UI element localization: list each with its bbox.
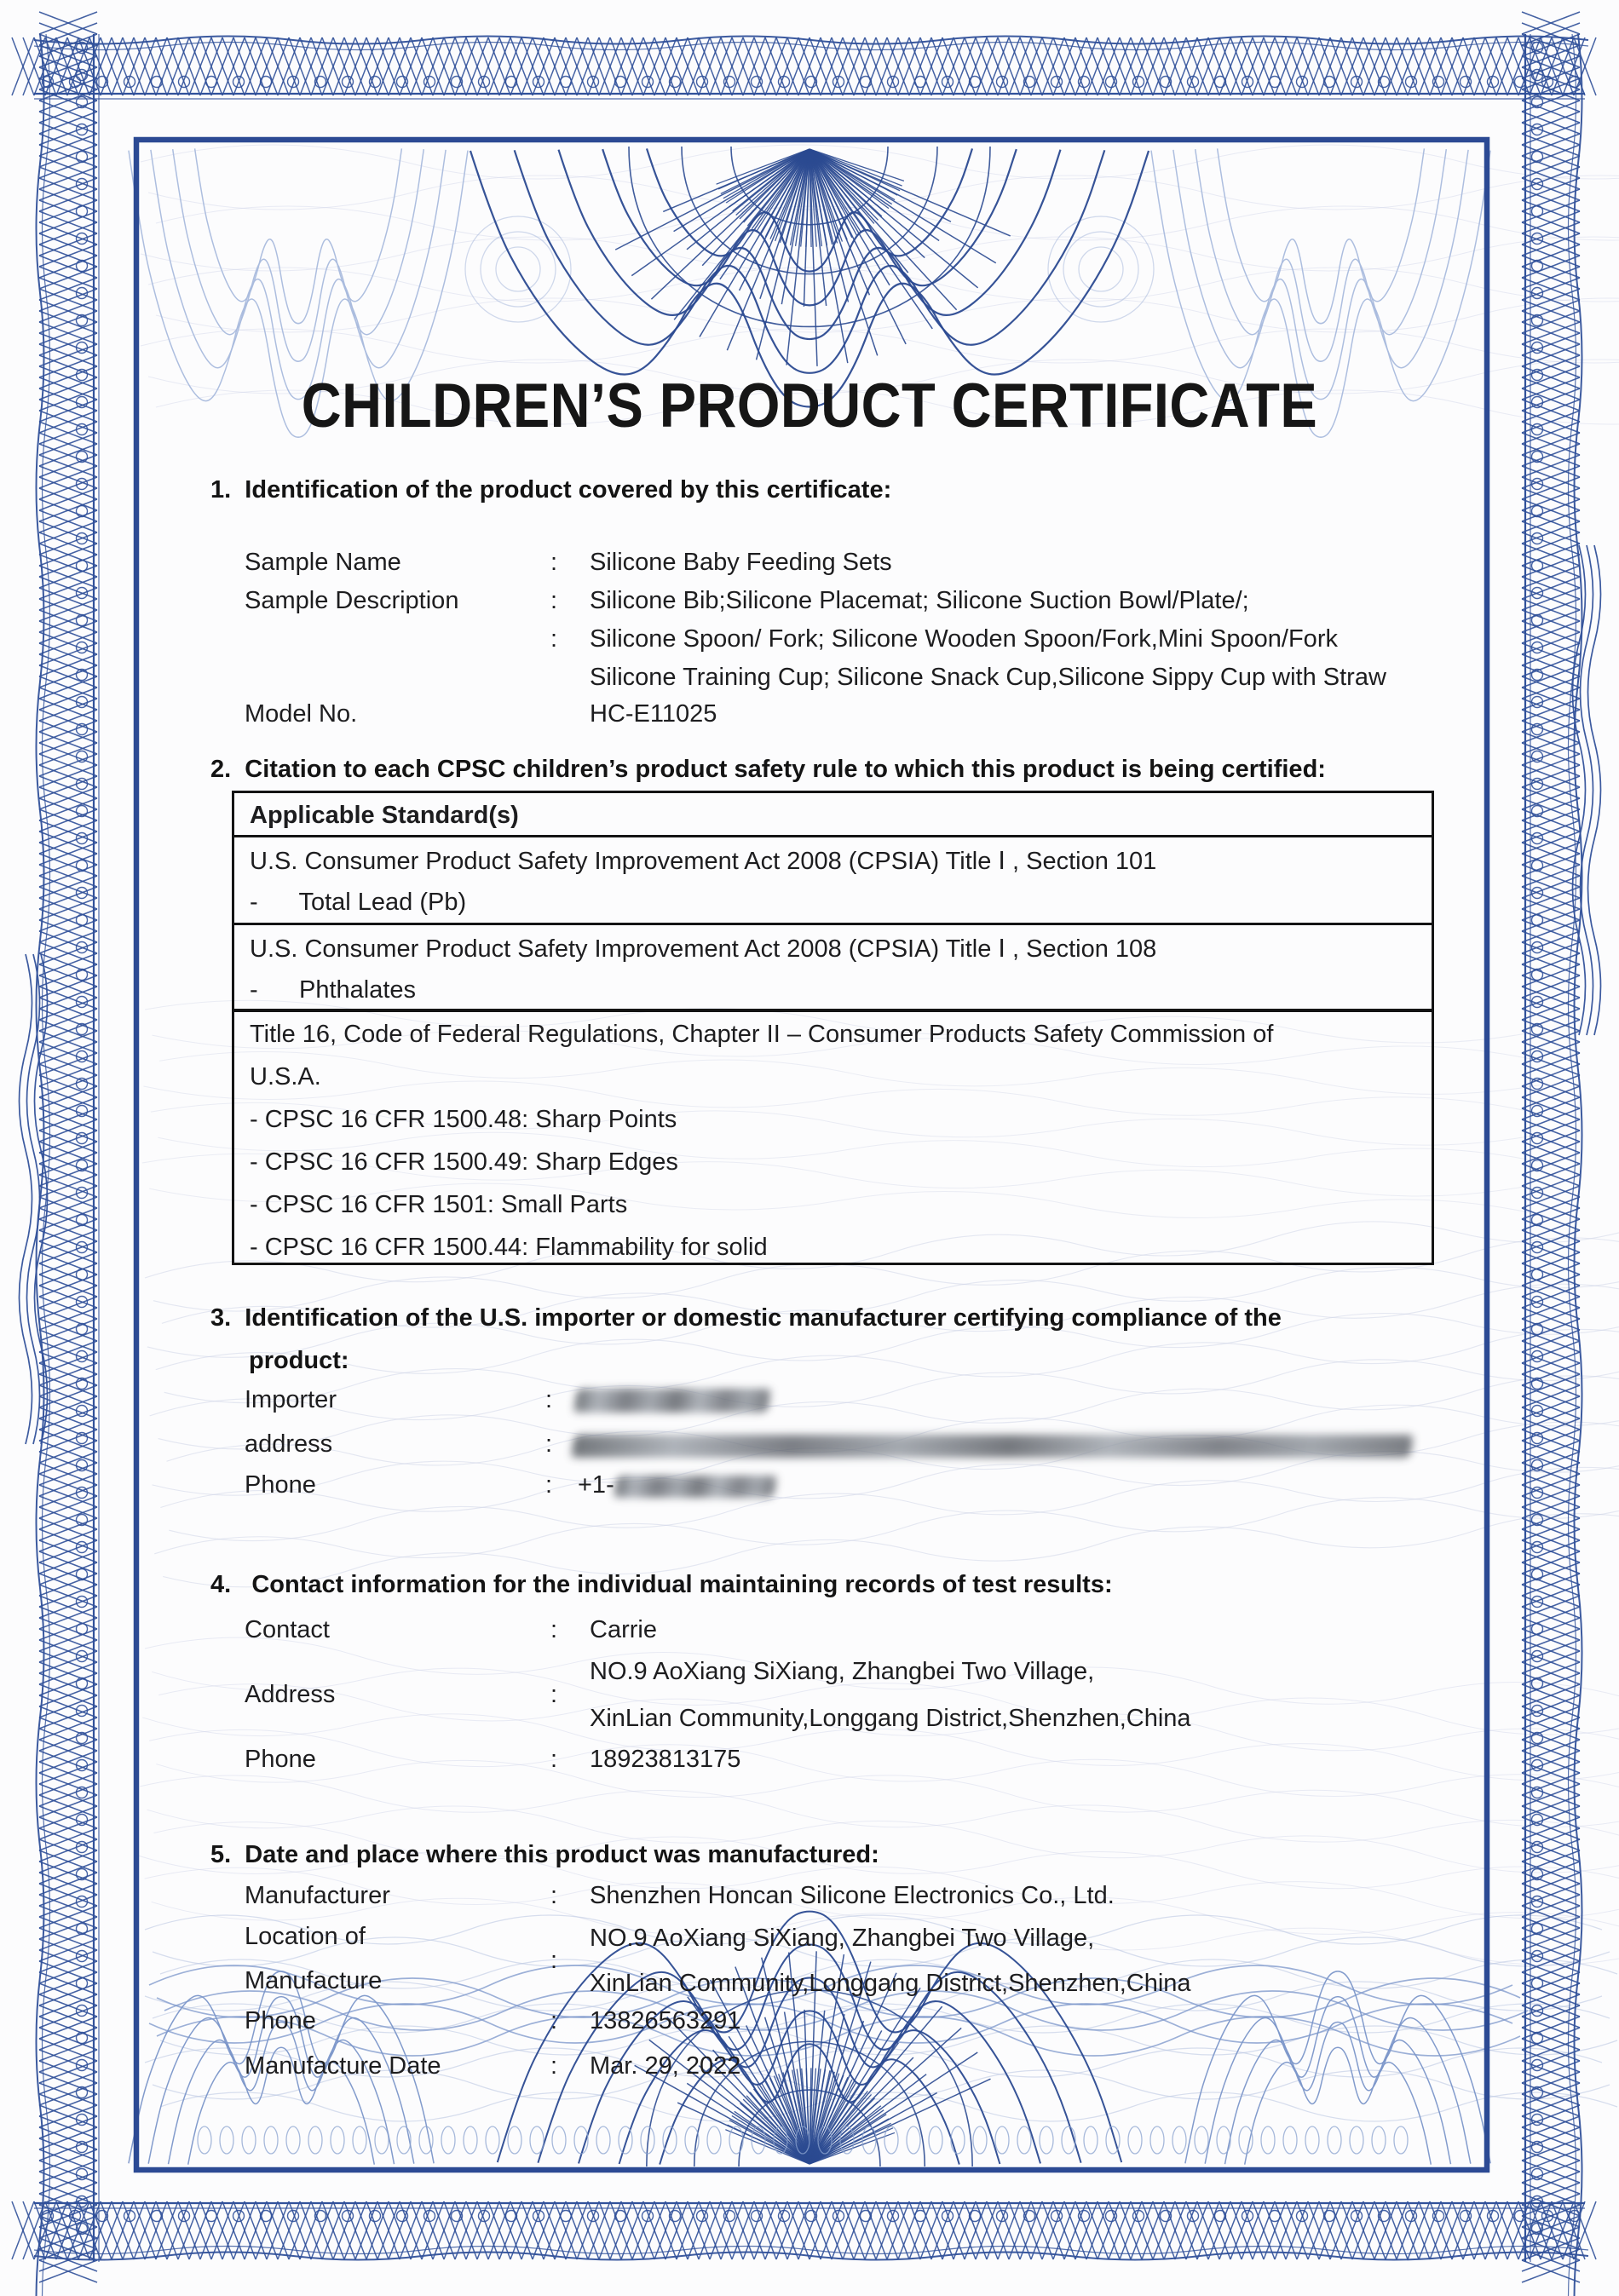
colon: :	[550, 2007, 558, 2034]
redacted-importer-value	[573, 1389, 771, 1413]
field-label-sample-name: Sample Name	[245, 549, 401, 576]
colon: :	[550, 587, 558, 614]
field-value-model-no: HC-E11025	[590, 700, 717, 728]
table-cell-sharp-edges: - CPSC 16 CFR 1500.49: Sharp Edges	[250, 1148, 678, 1176]
colon: :	[550, 1882, 558, 1909]
section-5-heading: 5. Date and place where this product was manufactured:	[210, 1841, 879, 1868]
field-value-location-2: XinLian Community,Longgang District,Shenzhen,China	[590, 1970, 1191, 1997]
section-4-heading: 4. Contact information for the individual maintaining records of test results:	[210, 1571, 1113, 1598]
field-value-sample-description-3: Silicone Training Cup; Silicone Snack Cup,Silicone Sippy Cup with Straw	[590, 664, 1386, 691]
table-cell-title16-2: U.S.A.	[250, 1063, 321, 1090]
colon: :	[550, 1681, 558, 1708]
field-label-sample-description: Sample Description	[245, 587, 459, 614]
certificate-title: CHILDREN’S PRODUCT CERTIFICATE	[301, 371, 1318, 440]
table-cell-title16-1: Title 16, Code of Federal Regulations, Chapter II – Consumer Products Safety Commission of	[250, 1021, 1274, 1048]
table-row-divider	[234, 1009, 1432, 1012]
field-label-location-line1: Location of	[245, 1923, 366, 1950]
table-cell-cpsia-101: U.S. Consumer Product Safety Improvement Act 2008 (CPSIA) Title Ⅰ , Section 101	[250, 848, 1157, 875]
field-label-model-no: Model No.	[245, 700, 358, 728]
section-3-heading-line2: product:	[249, 1347, 349, 1374]
table-cell-flammability: - CPSC 16 CFR 1500.44: Flammability for solid	[250, 1234, 768, 1261]
colon: :	[545, 1386, 553, 1413]
field-value-sample-description-2: Silicone Spoon/ Fork; Silicone Wooden Spoon/Fork,Mini Spoon/Fork	[590, 625, 1338, 653]
field-value-manufacture-phone: 13826563291	[590, 2007, 741, 2034]
section-1-heading: 1. Identification of the product covered by this certificate:	[210, 476, 892, 504]
colon: :	[550, 2052, 558, 2080]
redacted-phone-value	[614, 1476, 777, 1498]
table-row-divider	[234, 923, 1432, 925]
table-cell-small-parts: - CPSC 16 CFR 1501: Small Parts	[250, 1191, 628, 1218]
field-value-manufacturer: Shenzhen Honcan Silicone Electronics Co., Ltd.	[590, 1882, 1115, 1909]
table-row-divider	[234, 835, 1432, 837]
field-label-manufacture-date: Manufacture Date	[245, 2052, 441, 2080]
colon: :	[550, 549, 558, 576]
colon: :	[550, 625, 558, 653]
table-header-applicable-standards: Applicable Standard(s)	[250, 802, 519, 829]
colon: :	[545, 1471, 553, 1499]
table-cell-sharp-points: - CPSC 16 CFR 1500.48: Sharp Points	[250, 1106, 677, 1133]
field-label-contact-phone: Phone	[245, 1746, 316, 1773]
field-label-location-line2: Manufacture	[245, 1967, 383, 1994]
field-label-manufacturer: Manufacturer	[245, 1882, 390, 1909]
field-value-contact-phone: 18923813175	[590, 1746, 741, 1773]
field-label-phone-importer: Phone	[245, 1471, 316, 1499]
field-value-manufacture-date: Mar. 29, 2022	[590, 2052, 741, 2080]
field-label-importer: Importer	[245, 1386, 337, 1413]
field-value-sample-description-1: Silicone Bib;Silicone Placemat; Silicone Suction Bowl/Plate/;	[590, 587, 1249, 614]
field-value-phone-prefix: +1-	[578, 1471, 614, 1499]
table-cell-cpsia-108: U.S. Consumer Product Safety Improvement Act 2008 (CPSIA) Title Ⅰ , Section 108	[250, 935, 1157, 963]
colon: :	[550, 1746, 558, 1773]
table-cell-total-lead: - Total Lead (Pb)	[250, 889, 467, 916]
field-value-sample-name: Silicone Baby Feeding Sets	[590, 549, 892, 576]
standards-table	[232, 791, 1434, 1265]
field-label-address: address	[245, 1430, 333, 1458]
field-value-contact-address-2: XinLian Community,Longgang District,Shenzhen,China	[590, 1705, 1191, 1732]
field-value-contact: Carrie	[590, 1616, 657, 1643]
redacted-address-value	[571, 1435, 1414, 1458]
colon: :	[545, 1430, 553, 1458]
colon: :	[550, 1947, 558, 1974]
table-cell-phthalates: - Phthalates	[250, 976, 417, 1004]
section-2-heading: 2. Citation to each CPSC children’s product safety rule to which this product is being certified:	[210, 756, 1326, 783]
field-label-contact-address: Address	[245, 1681, 336, 1708]
field-value-location-1: NO.9 AoXiang SiXiang, Zhangbei Two Village,	[590, 1925, 1095, 1952]
field-label-manufacture-phone: Phone	[245, 2007, 316, 2034]
field-label-contact: Contact	[245, 1616, 330, 1643]
field-value-contact-address-1: NO.9 AoXiang SiXiang, Zhangbei Two Village,	[590, 1658, 1095, 1685]
colon: :	[550, 1616, 558, 1643]
section-3-heading-line1: 3. Identification of the U.S. importer or domestic manufacturer certifying compliance of the	[210, 1304, 1282, 1332]
